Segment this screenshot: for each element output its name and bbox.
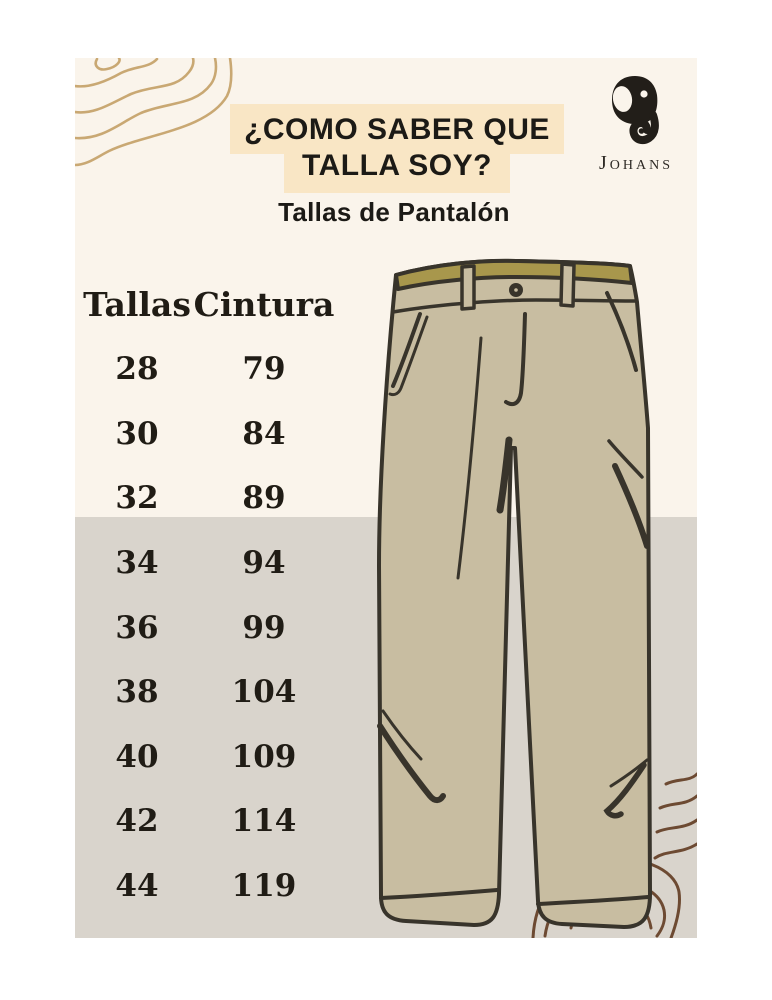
table-cell-size: 34 [115,545,159,582]
title-line-1: ¿COMO SABER QUE [230,104,564,154]
brand-wordmark: Johans [598,152,673,174]
table-cell-size: 44 [115,868,159,905]
table-cell-size: 36 [115,609,159,646]
table-cell-waist: 94 [242,545,286,582]
brand-logo [575,73,695,175]
table-cell-waist: 84 [242,415,286,452]
size-table [75,271,335,918]
table-cell-size: 40 [115,738,159,775]
table-cell-waist: 114 [231,803,297,840]
pants-illustration [376,256,653,938]
table-cell-waist: 109 [231,738,297,775]
table-cell-waist: 89 [242,480,286,517]
table-cell-size: 30 [115,415,159,452]
title-line-2: TALLA SOY? [284,147,510,193]
table-cell-size: 32 [115,480,159,517]
table-cell-waist: 119 [231,868,297,905]
table-cell-waist: 99 [242,609,286,646]
table-cell-size: 42 [115,803,159,840]
table-cell-size: 38 [115,674,159,711]
poster-canvas [75,58,697,938]
contour-squiggle-top-left-icon [75,58,235,208]
table-cell-waist: 104 [231,674,297,711]
page-title [227,104,567,193]
column-header-cintura: Cintura [193,284,335,324]
elephant-icon [605,73,665,147]
subtitle: Tallas de Pantalón [278,197,510,227]
elephant-eye [640,90,647,97]
table-cell-waist: 79 [242,351,286,388]
table-cell-size: 28 [115,351,159,388]
column-header-tallas: Tallas [83,284,191,324]
